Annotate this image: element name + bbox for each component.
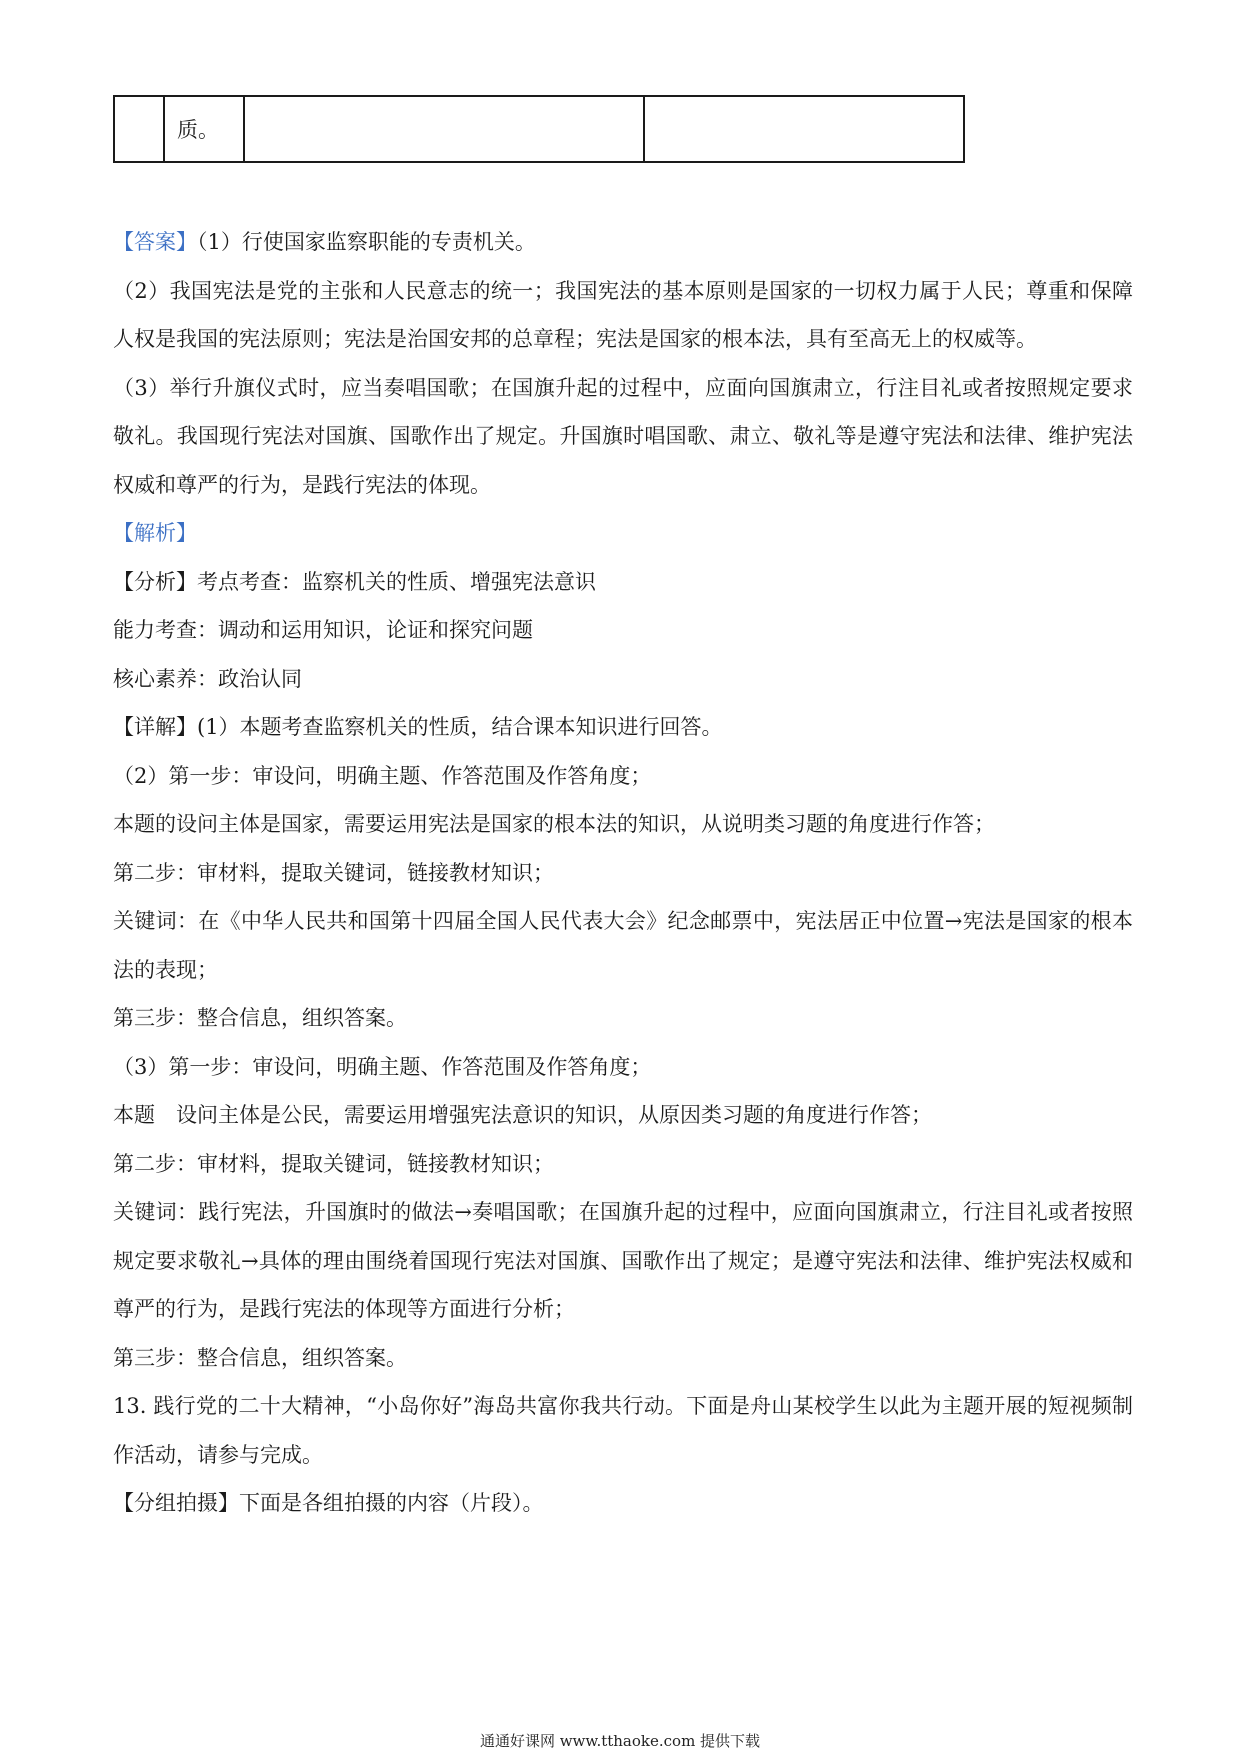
q3-step-1: （3）第一步：审设问，明确主题、作答范围及作答角度； bbox=[113, 1054, 652, 1079]
q2-step-1: （2）第一步：审设问，明确主题、作答范围及作答角度； bbox=[113, 763, 652, 788]
document-body bbox=[113, 218, 1133, 1528]
analysis-tag: 【解析】 bbox=[113, 521, 197, 545]
table-cell-text: 质。 bbox=[164, 96, 244, 162]
q3-step-2: 第二步：审材料，提取关键词，链接教材知识； bbox=[113, 1151, 554, 1176]
answer-part-2: （2）我国宪法是党的主张和人民意志的统一；我国宪法的基本原则是国家的一切权力属于人民；尊重和保障人权是我国的宪法原则；宪法是治国安邦的总章程；宪法是国家的根本法，具有至高无上的权威等。 bbox=[113, 278, 1133, 351]
q3-subject: 本题 设问主体是公民，需要运用增强宪法意识的知识，从原因类习题的角度进行作答； bbox=[113, 1103, 932, 1127]
analysis-fenxi: 【分析】考点考查：监察机关的性质、增强宪法意识 bbox=[113, 569, 596, 594]
table-row bbox=[114, 96, 964, 162]
answer-part-3: （3）举行升旗仪式时，应当奏唱国歌；在国旗升起的过程中，应面向国旗肃立，行注目礼或者按照规定要求敬礼。我国现行宪法对国旗、国歌作出了规定。升国旗时唱国歌、肃立、敬礼等是遵守宪法和法律、维护宪法权威和尊严的行为，是践行宪法的体现。 bbox=[113, 375, 1133, 497]
answer-part-1: （1）行使国家监察职能的专责机关。 bbox=[197, 230, 536, 254]
analysis-ability: 能力考查：调动和运用知识，论证和探究问题 bbox=[113, 618, 533, 642]
analysis-literacy: 核心素养：政治认同 bbox=[113, 666, 302, 691]
page-footer: 通通好课网 www.tthaoke.com 提供下载 bbox=[479, 1732, 761, 1750]
table-cell-empty bbox=[244, 96, 644, 162]
q2-step-2: 第二步：审材料，提取关键词，链接教材知识； bbox=[113, 860, 554, 885]
q2-keywords: 关键词：在《中华人民共和国第十四届全国人民代表大会》纪念邮票中，宪法居正中位置→宪法是国家的根本法的表现； bbox=[113, 909, 1133, 982]
answer-tag: 【答案】 bbox=[113, 230, 197, 254]
question-13-group-shoot: 【分组拍摄】下面是各组拍摄的内容（片段）。 bbox=[113, 1491, 544, 1515]
table-cell-empty bbox=[114, 96, 164, 162]
table-cell-empty bbox=[644, 96, 964, 162]
q3-keywords: 关键词：践行宪法，升国旗时的做法→奏唱国歌；在国旗升起的过程中，应面向国旗肃立，行注目礼或者按照规定要求敬礼→具体的理由围绕着国现行宪法对国旗、国歌作出了规定；是遵守宪法和法律、维护宪法权威和尊严的行为，是践行宪法的体现等方面进行分析； bbox=[113, 1200, 1133, 1321]
table-fragment bbox=[113, 95, 965, 163]
q3-step-3: 第三步：整合信息，组织答案。 bbox=[113, 1345, 407, 1370]
q2-step-3: 第三步：整合信息，组织答案。 bbox=[113, 1006, 407, 1030]
analysis-detail: 【详解】(1）本题考查监察机关的性质，结合课本知识进行回答。 bbox=[113, 715, 723, 739]
question-13-stem: 13. 践行党的二十大精神，“小岛你好”海岛共富你我共行动。下面是舟山某校学生以此为主题开展的短视频制作活动，请参与完成。 bbox=[113, 1394, 1133, 1467]
q2-subject: 本题的设问主体是国家，需要运用宪法是国家的根本法的知识，从说明类习题的角度进行作答； bbox=[113, 812, 995, 836]
answer-line-1 bbox=[113, 218, 1133, 267]
